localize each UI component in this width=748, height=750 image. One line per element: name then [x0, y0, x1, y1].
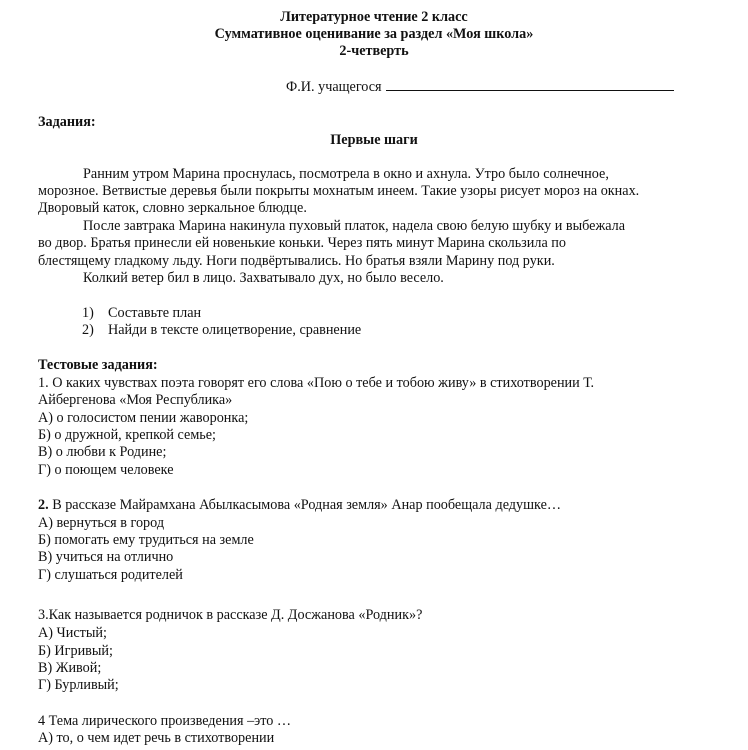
task-item-number: 1): [82, 305, 94, 321]
story-line: После завтрака Марина накинула пуховый платок, надела свою белую шубку и выбежала: [83, 218, 626, 234]
story-line: блестящему гладкому льду. Ноги подвёртывались. Но братья взяли Марину под руки.: [38, 253, 555, 269]
question-1-option[interactable]: А) о голосистом пении жаворонка;: [38, 410, 249, 426]
story-line: во двор. Братья принесли ей новенькие коньки. Через пять минут Марина скользила по: [38, 235, 566, 251]
question-1-text: 1. О каких чувствах поэта говорят его слова «Пою о тебе и тобою живу» в стихотворении Т.: [38, 375, 595, 391]
question-1-text-cont: Айбергенова «Моя Республика»: [38, 392, 233, 408]
question-2-option[interactable]: В) учиться на отлично: [38, 549, 174, 565]
task-item: [82, 305, 201, 323]
worksheet-subtitle: Суммативное оценивание за раздел «Моя школа»: [214, 26, 534, 42]
question-3-text: 3.Как называется родничок в рассказе Д. Досжанова «Родник»?: [38, 607, 423, 623]
question-2-option[interactable]: Г) слушаться родителей: [38, 567, 183, 583]
question-2-option[interactable]: А) вернуться в город: [38, 515, 165, 531]
story-line: Ранним утром Марина проснулась, посмотрела в окно и ахнула. Утро было солнечное,: [83, 166, 609, 182]
story-line: морозное. Ветвистые деревья были покрыты мохнатым инеем. Такие узоры рисует мороз на окнах.: [38, 183, 640, 199]
student-name-label: Ф.И. учащегося: [286, 79, 382, 95]
worksheet-title: Литературное чтение 2 класс: [280, 9, 468, 25]
question-2-text: [38, 497, 561, 515]
tests-heading: Тестовые задания:: [38, 357, 158, 373]
question-1-option[interactable]: Б) о дружной, крепкой семье;: [38, 427, 217, 443]
tasks-heading: Задания:: [38, 114, 96, 130]
task-item-text: Найди в тексте олицетворение, сравнение: [108, 322, 362, 338]
question-3-option[interactable]: Б) Игривый;: [38, 643, 113, 659]
student-name-row: [286, 78, 674, 97]
task-item-text: Составьте план: [108, 305, 202, 321]
question-2-number: 2.: [38, 497, 49, 513]
story-line: Дворовый каток, словно зеркальное блюдце.: [38, 200, 307, 216]
story-line: Колкий ветер бил в лицо. Захватывало дух, но было весело.: [83, 270, 444, 286]
question-2-body: В рассказе Майрамхана Абылкасымова «Родная земля» Анар пообещала дедушке…: [48, 497, 562, 513]
question-3-option[interactable]: А) Чистый;: [38, 625, 107, 641]
question-2-option[interactable]: Б) помогать ему трудиться на земле: [38, 532, 254, 548]
story-title: Первые шаги: [330, 132, 418, 148]
task-item-number: 2): [82, 322, 94, 338]
question-1-option[interactable]: В) о любви к Родине;: [38, 444, 167, 460]
task-item: [82, 322, 361, 340]
question-4-text: 4 Тема лирического произведения –это …: [38, 713, 292, 729]
question-4-option[interactable]: А) то, о чем идет речь в стихотворении: [38, 730, 275, 746]
question-3-option[interactable]: В) Живой;: [38, 660, 102, 676]
worksheet-quarter: 2-четверть: [339, 43, 409, 59]
question-1-option[interactable]: Г) о поющем человеке: [38, 462, 174, 478]
question-3-option[interactable]: Г) Бурливый;: [38, 677, 119, 693]
student-name-blank[interactable]: [386, 78, 674, 91]
